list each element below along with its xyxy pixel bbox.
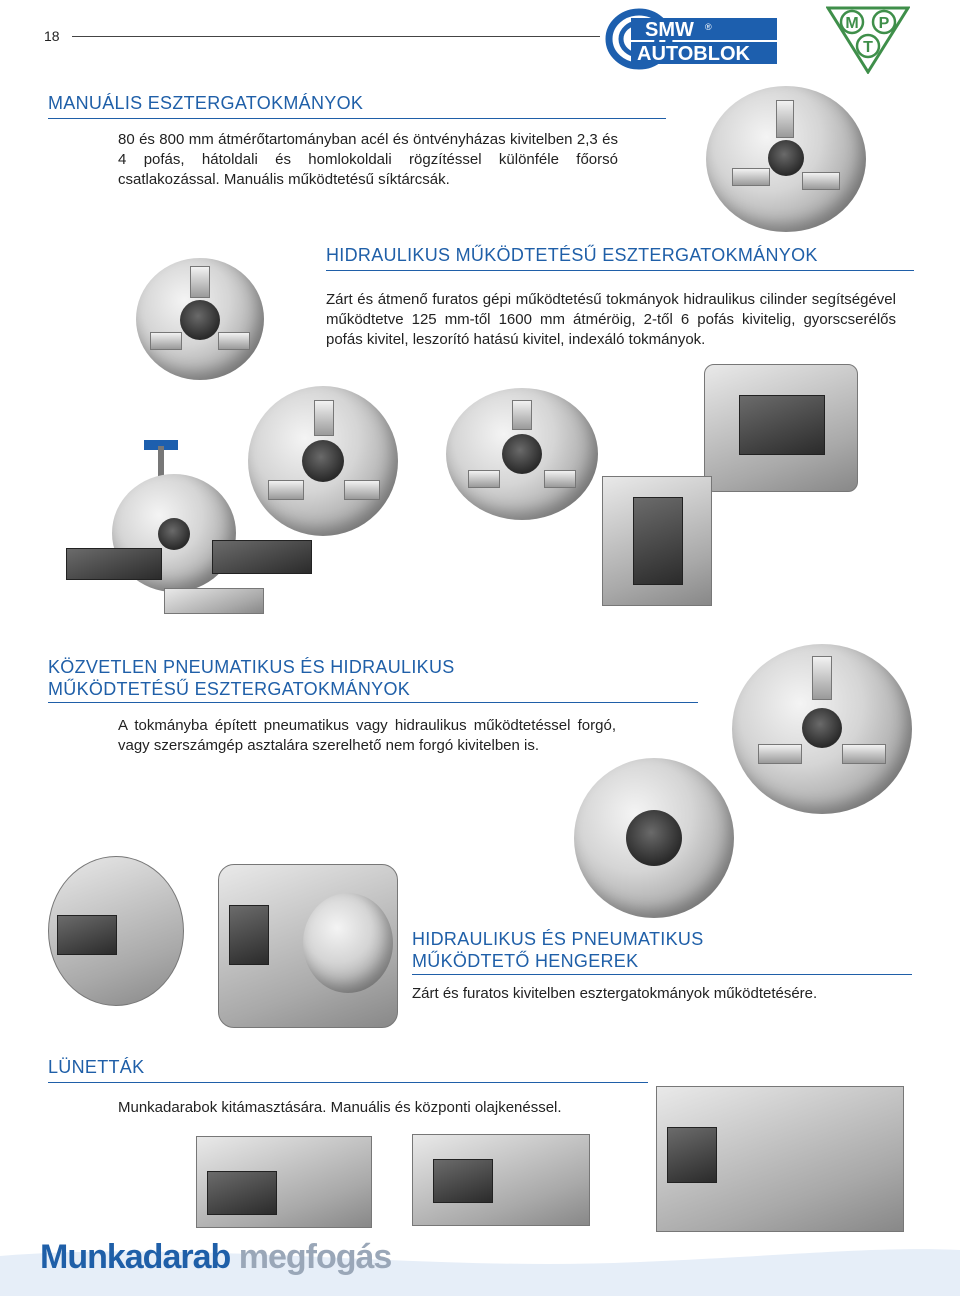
- chuck-jaws-set-image-1: [66, 548, 162, 580]
- mpt-letter-p: P: [878, 15, 890, 32]
- section-rule-manual: [48, 118, 666, 119]
- pneumatic-cylinder-image: [218, 864, 398, 1028]
- chuck-jaws-set-image-3: [164, 588, 264, 614]
- logo-reg-mark: ®: [705, 22, 712, 32]
- page-number: 18: [44, 28, 60, 44]
- steady-rest-image-3: [656, 1086, 904, 1232]
- section-title-cylinders-line1: HIDRAULIKUS ÉS PNEUMATIKUS: [412, 929, 704, 949]
- mpt-letter-t: T: [863, 39, 873, 56]
- section-text-direct: A tokmányba épített pneumatikus vagy hidraulikus működtetéssel forgó, vagy szerszámgép asztalára szerelhető nem forgó kivitelben is.: [118, 717, 616, 754]
- footer-title-word1: Munkadarab: [40, 1238, 231, 1276]
- logo-text-smw: SMW: [645, 19, 694, 41]
- steady-rest-image-1: [196, 1136, 372, 1228]
- rotating-cylinder-chuck-image: [574, 758, 734, 918]
- steady-rest-image-2: [412, 1134, 590, 1226]
- section-rule-hydraulic: [326, 270, 914, 271]
- section-title-direct-line1: KÖZVETLEN PNEUMATIKUS ÉS HIDRAULIKUS: [48, 657, 455, 677]
- section-title-manual-chucks: MANUÁLIS ESZTERGATOKMÁNYOK: [48, 93, 364, 113]
- hydraulic-chuck-image-3: [446, 388, 598, 520]
- section-rule-steady-rests: [48, 1082, 648, 1083]
- section-title-direct-line2: MŰKÖDTETÉSŰ ESZTERGATOKMÁNYOK: [48, 679, 411, 699]
- section-title-hydraulic-chucks: HIDRAULIKUS MŰKÖDTETÉSŰ ESZTERGATOKMÁNYOK: [326, 245, 818, 265]
- footer-title-word2: megfogás: [238, 1238, 392, 1276]
- section-text-cylinders: Zárt és furatos kivitelben esztergatokmányok működtetésére.: [412, 985, 818, 1002]
- section-rule-cylinders: [412, 974, 912, 975]
- mpt-logo: [826, 4, 910, 74]
- section-text-steady-rests: Munkadarabok kitámasztására. Manuális és központi olajkenéssel.: [118, 1099, 562, 1116]
- logo-text-autoblok: AUTOBLOK: [637, 43, 750, 65]
- section-title-cylinders-line2: MŰKÖDTETŐ HENGEREK: [412, 951, 639, 971]
- manual-chuck-image: [706, 86, 866, 232]
- chuck-jaws-set-image-2: [212, 540, 312, 574]
- smw-autoblok-logo: [605, 6, 780, 72]
- hydraulic-chuck-image-2: [248, 386, 398, 536]
- pneumatic-chuck-image: [732, 644, 912, 814]
- section-text-manual-chucks: 80 és 800 mm átmérőtartományban acél és öntvényházas kivitelben 2,3 és 4 pofás, hátoldali és homlokoldali rögzítéssel különféle főorsó csatlakozással. Manuális működtetésű síktárcsák.: [118, 131, 618, 188]
- section-title-steady-rests: LÜNETTÁK: [48, 1057, 145, 1077]
- hydraulic-cylinder-image: [48, 856, 184, 1006]
- footer-title: [40, 1238, 391, 1277]
- header-rule: [72, 36, 600, 37]
- mpt-letter-m: M: [845, 15, 859, 32]
- section-text-hydraulic-chucks: Zárt és átmenő furatos gépi működtetésű tokmányok hidraulikus cilinder segítségével működtetve 125 mm-től 1600 mm átméröig, 2-től 6 pofás kivitelig, gyorscserélős pofás kivitel, leszorító hatású kivitel, indexáló tokmányok.: [326, 291, 896, 348]
- indexing-chuck-image: [704, 364, 858, 492]
- clamping-block-image: [602, 476, 712, 606]
- section-rule-direct: [48, 702, 698, 703]
- hydraulic-chuck-image-1: [136, 258, 264, 380]
